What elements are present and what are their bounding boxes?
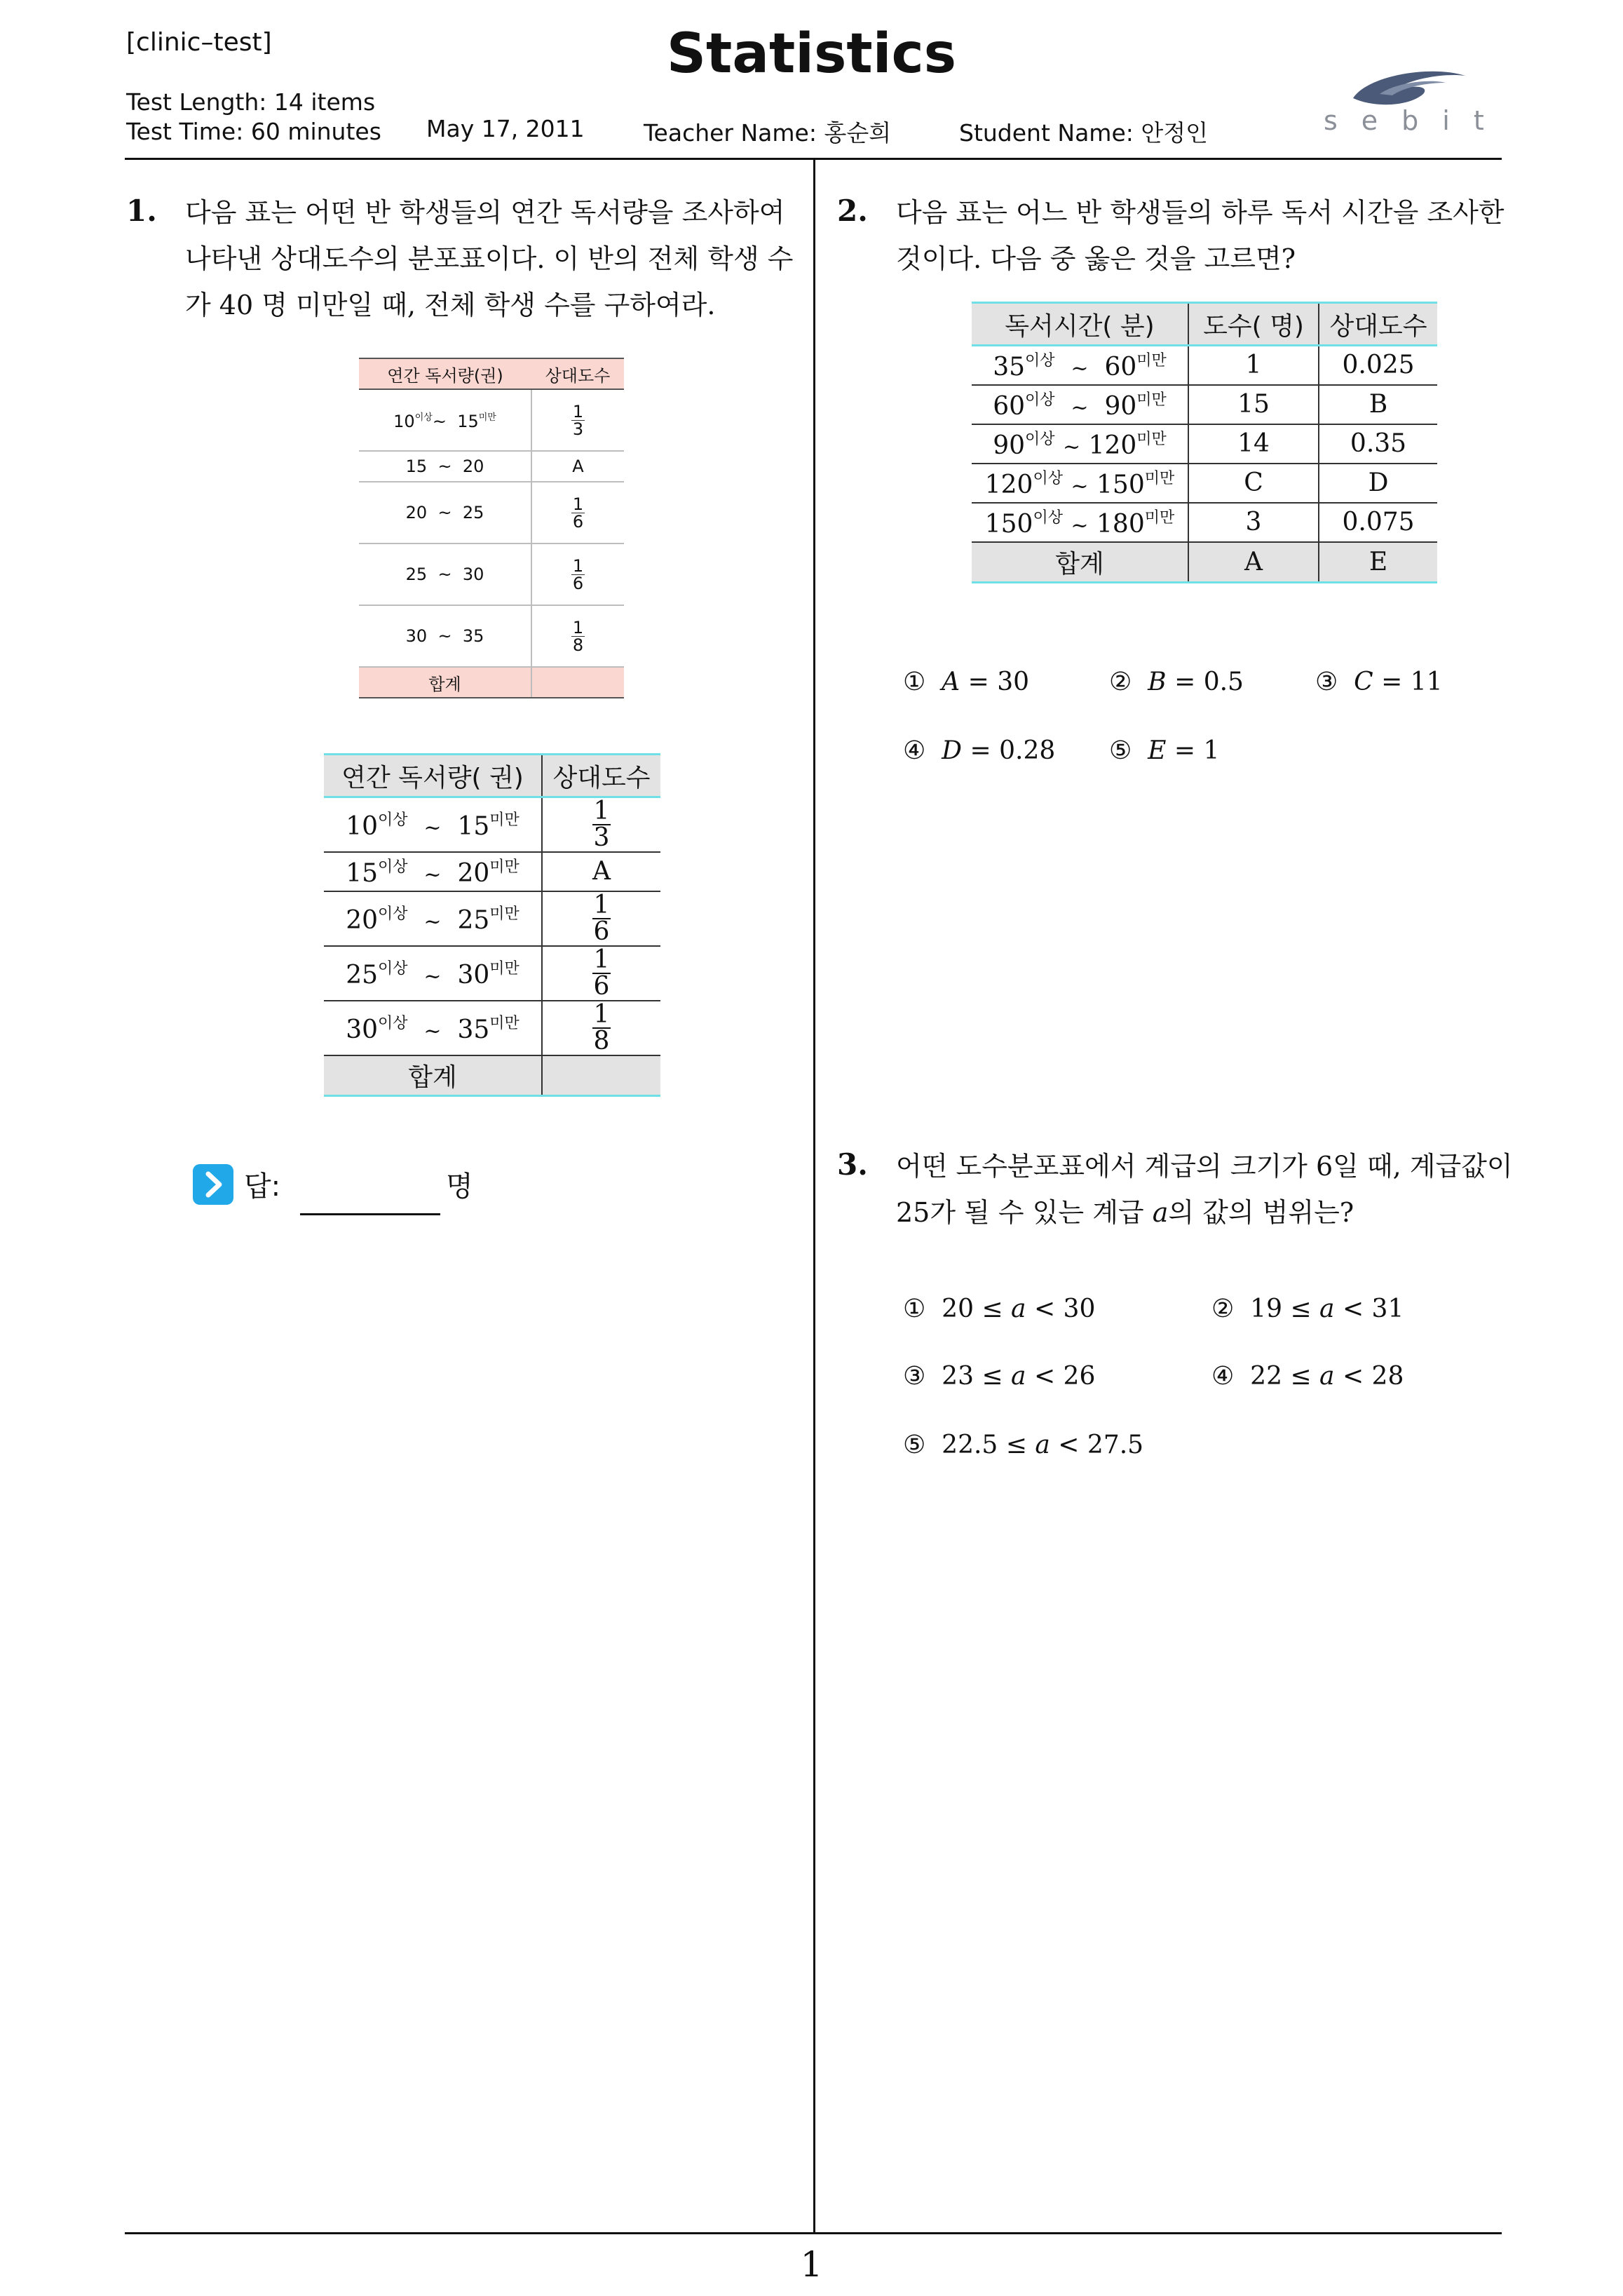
- class-interval: $20^{이상}$ ~ $25^{미만}$: [324, 891, 542, 946]
- page-title: Statistics: [666, 22, 957, 86]
- frequency: 15: [1188, 385, 1319, 424]
- relative-frequency: $\frac{1}{6}$: [531, 543, 624, 605]
- class-interval: 25 ~ 30: [359, 543, 531, 605]
- q2-number: 2.: [837, 194, 868, 228]
- q1-text: [185, 189, 809, 328]
- q2-option-4[interactable]: ④ D = 0.28: [903, 736, 1056, 765]
- table-header: 상대도수: [531, 358, 624, 389]
- q1-number: 1.: [126, 194, 157, 228]
- footer-rule: [125, 2232, 1502, 2234]
- relative-frequency: $\frac{1}{3}$: [542, 797, 660, 852]
- test-tag: [clinic–test]: [126, 28, 272, 57]
- class-interval: $30^{이상}$ ~ $35^{미만}$: [324, 1001, 542, 1055]
- table-header: 상대도수: [542, 755, 660, 797]
- q1-line: 다음 표는 어떤 반 학생들의 연간 독서량을 조사하여: [185, 197, 785, 228]
- class-interval: $90^{이상}$ ~ $120^{미만}$: [972, 424, 1188, 464]
- class-interval: $25^{이상}$ ~ $30^{미만}$: [324, 946, 542, 1001]
- q2-option-5[interactable]: ⑤ E = 1: [1109, 736, 1220, 765]
- q3-option-4[interactable]: ④ 22 ≤ a < 28: [1211, 1362, 1404, 1391]
- test-length: Test Length: 14 items: [126, 88, 376, 116]
- q2-line: 다음 표는 어느 반 학생들의 하루 독서 시간을 조사한: [896, 197, 1505, 228]
- relative-frequency: $\frac{1}{8}$: [542, 1001, 660, 1055]
- relative-frequency: B: [1319, 385, 1437, 424]
- table-row: [324, 1001, 660, 1055]
- class-interval: $15^{이상}$ ~ $20^{미만}$: [324, 852, 542, 891]
- relative-frequency: A: [531, 451, 624, 482]
- total-frequency: A: [1188, 542, 1319, 583]
- q2-option-2[interactable]: ② B = 0.5: [1109, 668, 1244, 696]
- q3-text: [896, 1143, 1520, 1236]
- q3-line: 어떤 도수분포표에서 계급의 크기가 6일 때, 계급값이: [896, 1151, 1513, 1182]
- table-row: [359, 451, 624, 482]
- class-interval: 30 ~ 35: [359, 605, 531, 667]
- q2-option-3[interactable]: ③ C = 11: [1315, 668, 1443, 696]
- class-interval: $120^{이상}$ ~ $150^{미만}$: [972, 464, 1188, 503]
- frequency: 1: [1188, 346, 1319, 385]
- page-number: 1: [800, 2244, 823, 2285]
- total-label: 합계: [972, 542, 1188, 583]
- class-interval: 15 ~ 20: [359, 451, 531, 482]
- relative-frequency: 0.075: [1319, 503, 1437, 542]
- class-interval: $150^{이상}$ ~ $180^{미만}$: [972, 503, 1188, 542]
- table-row: [324, 891, 660, 946]
- table-row: [324, 852, 660, 891]
- table-header: 연간 독서량(권): [359, 358, 531, 389]
- column-divider: [813, 160, 815, 2232]
- total-value: [531, 667, 624, 698]
- table-header: 연간 독서량( 권): [324, 755, 542, 797]
- q2-line: 것이다. 다음 중 옳은 것을 고르면?: [896, 243, 1296, 274]
- relative-frequency: D: [1319, 464, 1437, 503]
- table-row: [359, 389, 624, 451]
- answer-blank[interactable]: [300, 1213, 440, 1215]
- frequency: 3: [1188, 503, 1319, 542]
- table-header: 상대도수: [1319, 303, 1437, 346]
- relative-frequency: A: [542, 852, 660, 891]
- relative-frequency: $\frac{1}{6}$: [531, 482, 624, 543]
- teacher-name: Teacher Name: 홍순희: [644, 119, 892, 147]
- table-row: [324, 946, 660, 1001]
- table-header: 독서시간( 분): [972, 303, 1188, 346]
- test-time: Test Time: 60 minutes: [126, 118, 381, 145]
- table-row: [324, 797, 660, 852]
- relative-frequency: $\frac{1}{8}$: [531, 605, 624, 667]
- q3-number: 3.: [837, 1147, 868, 1182]
- table-total-row: [972, 542, 1437, 583]
- q2-option-1[interactable]: ① A = 30: [903, 668, 1030, 696]
- table-row: [359, 543, 624, 605]
- table-row: [972, 503, 1437, 542]
- frequency: C: [1188, 464, 1319, 503]
- class-interval: 20 ~ 25: [359, 482, 531, 543]
- relative-frequency: 0.35: [1319, 424, 1437, 464]
- total-value: [542, 1055, 660, 1096]
- relative-frequency: $\frac{1}{3}$: [531, 389, 624, 451]
- q3-option-3[interactable]: ③ 23 ≤ a < 26: [903, 1362, 1096, 1391]
- q3-option-1[interactable]: ① 20 ≤ a < 30: [903, 1295, 1096, 1323]
- relative-frequency: 0.025: [1319, 346, 1437, 385]
- class-interval: $10^{이상}\sim$ $15^{미만}$: [359, 389, 531, 451]
- total-label: 합계: [324, 1055, 542, 1096]
- total-label: 합계: [359, 667, 531, 698]
- class-interval: $10^{이상}$ ~ $15^{미만}$: [324, 797, 542, 852]
- relative-frequency: $\frac{1}{6}$: [542, 891, 660, 946]
- logo-text: sebit: [1324, 105, 1508, 136]
- total-relative-frequency: E: [1319, 542, 1437, 583]
- table-row: [972, 424, 1437, 464]
- answer-label: 답:: [244, 1170, 281, 1203]
- class-interval: $35^{이상}$ ~ $60^{미만}$: [972, 346, 1188, 385]
- q1-line: 나타낸 상대도수의 분포표이다. 이 반의 전체 학생 수: [185, 243, 794, 274]
- q2-table: [972, 302, 1437, 583]
- table-row: [359, 605, 624, 667]
- table-header: 도수( 명): [1188, 303, 1319, 346]
- table-total-row: [324, 1055, 660, 1096]
- q1-image-table: [359, 358, 624, 698]
- q1-line: 가 40 명 미만일 때, 전체 학생 수를 구하여라.: [185, 290, 716, 320]
- q1-table: [324, 753, 660, 1097]
- class-interval: $60^{이상}$ ~ $90^{미만}$: [972, 385, 1188, 424]
- q3-option-2[interactable]: ② 19 ≤ a < 31: [1211, 1295, 1404, 1323]
- table-row: [972, 346, 1437, 385]
- chevron-right-icon: [193, 1164, 233, 1205]
- frequency: 14: [1188, 424, 1319, 464]
- q2-text: [896, 189, 1520, 282]
- answer-unit: 명: [446, 1170, 473, 1203]
- relative-frequency: $\frac{1}{6}$: [542, 946, 660, 1001]
- q3-line: 25가 될 수 있는 계급 a의 값의 범위는?: [896, 1197, 1354, 1228]
- q3-option-5[interactable]: ⑤ 22.5 ≤ a < 27.5: [903, 1431, 1144, 1459]
- table-row: [359, 482, 624, 543]
- student-name: Student Name: 안정인: [959, 119, 1208, 147]
- table-row: [972, 464, 1437, 503]
- test-date: May 17, 2011: [426, 115, 585, 142]
- table-total-row: [359, 667, 624, 698]
- table-row: [972, 385, 1437, 424]
